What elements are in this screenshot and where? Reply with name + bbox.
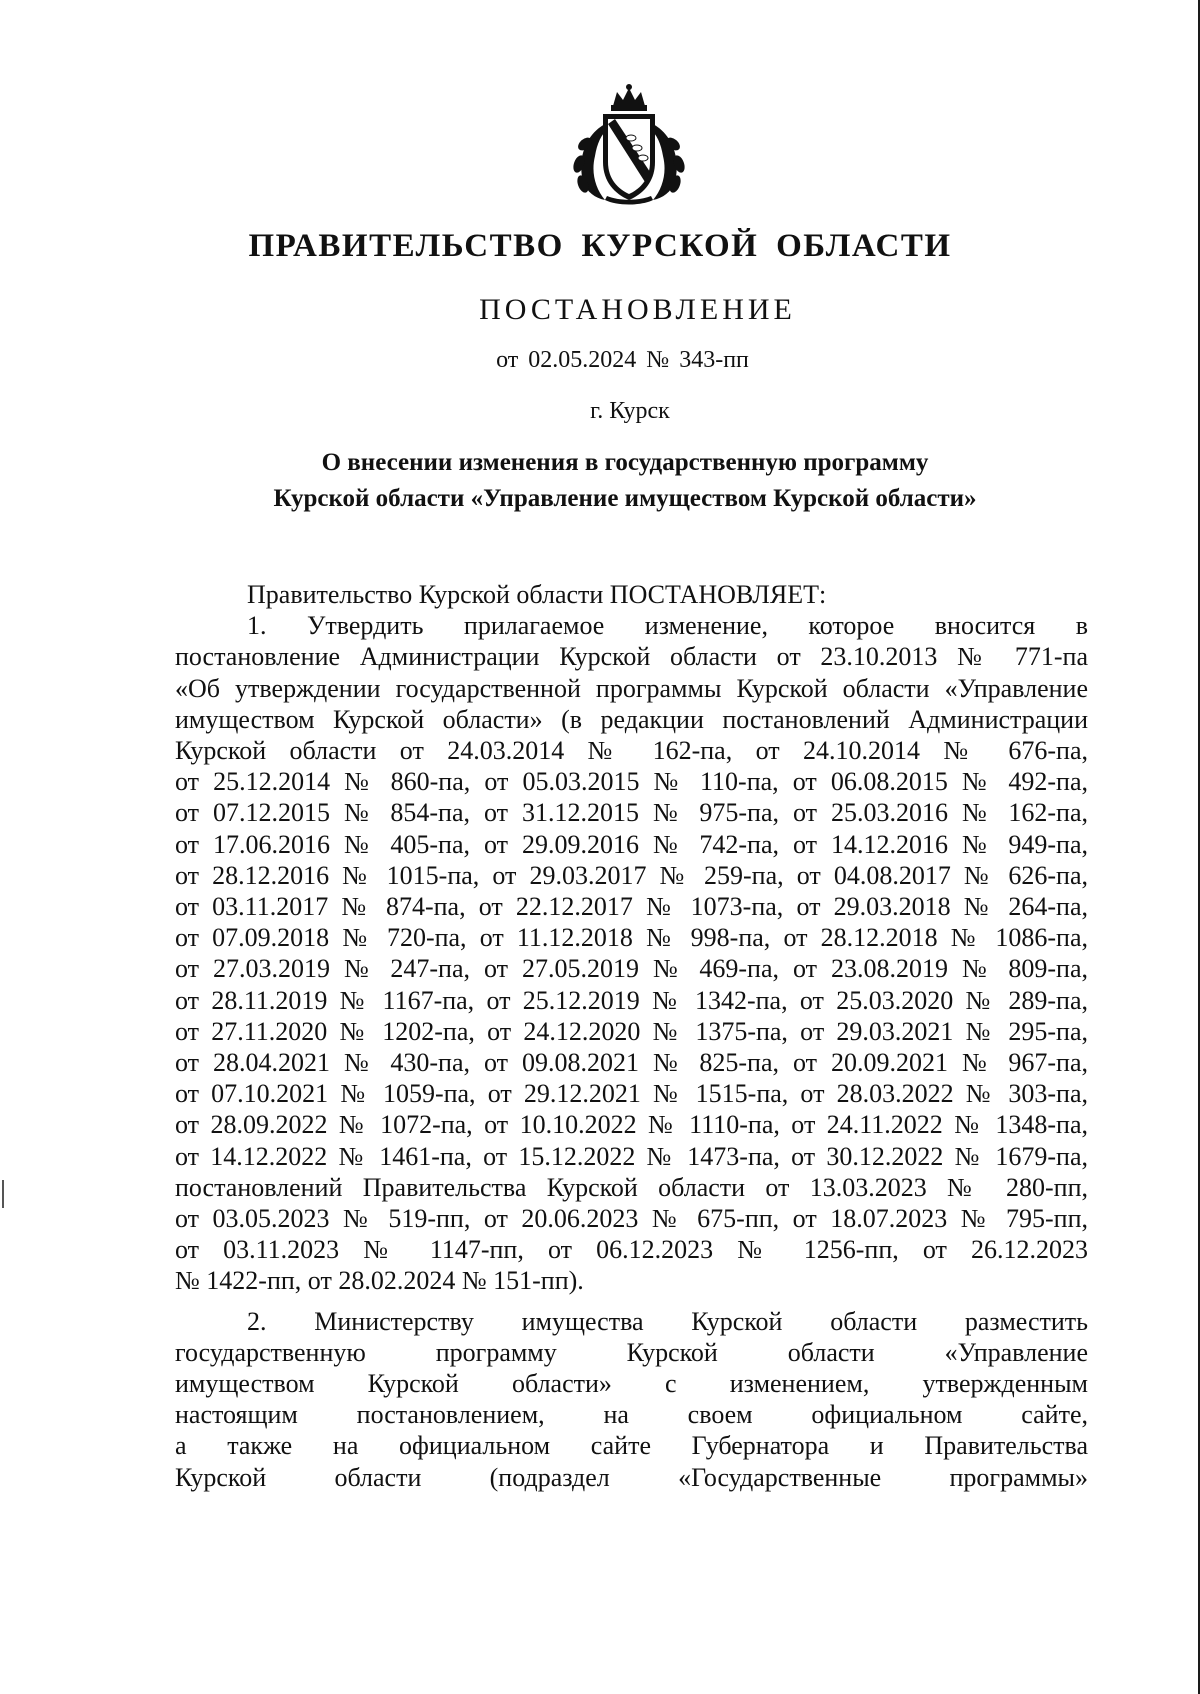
body-line: от 25.12.2014 № 860-па, от 05.03.2015 № 110-па, от 06.08.2015 № 492-па, xyxy=(175,767,1088,797)
coat-of-arms-icon xyxy=(565,84,693,208)
preamble-line: Правительство Курской области ПОСТАНОВЛЯЕТ: xyxy=(247,580,827,609)
body-line: настоящим постановлением, на своем официальном сайте, xyxy=(175,1400,1088,1430)
body-line: от 07.12.2015 № 854-па, от 31.12.2015 № 975-па, от 25.03.2016 № 162-па, xyxy=(175,798,1088,828)
document-type: ПОСТАНОВЛЕНИЕ xyxy=(479,293,796,326)
body-line: от 03.05.2023 № 519-пп, от 20.06.2023 № 675-пп, от 18.07.2023 № 795-пп, xyxy=(175,1204,1088,1234)
body-line: от 07.09.2018 № 720-па, от 11.12.2018 № 998-па, от 28.12.2018 № 1086-па, xyxy=(175,923,1088,953)
body-line: от 28.12.2016 № 1015-па, от 29.03.2017 № 259-па, от 04.08.2017 № 626-па, xyxy=(175,860,1088,890)
body-line: от 03.11.2023 № 1147-пп, от 06.12.2023 № 1256-пп, от 26.12.2023 xyxy=(175,1235,1088,1265)
body-line: Курской области (подраздел «Государственные программы» xyxy=(175,1462,1088,1492)
scan-edge-mark xyxy=(2,1180,4,1208)
body-line: имуществом Курской области» (в редакции постановлений Администрации xyxy=(175,704,1088,734)
decree-body xyxy=(175,579,1088,1493)
decree-number-date: от 02.05.2024 № 343-пп xyxy=(496,347,749,373)
body-line: государственную программу Курской области «Управление xyxy=(175,1337,1088,1367)
body-line: от 28.04.2021 № 430-па, от 09.08.2021 № 825-па, от 20.09.2021 № 967-па, xyxy=(175,1048,1088,1078)
subject-line: Курской области «Управление имуществом Курской области» xyxy=(273,485,977,512)
body-line: № 1422-пп, от 28.02.2024 № 151-пп). xyxy=(175,1266,584,1296)
body-line: 1. Утвердить прилагаемое изменение, которое вносится в xyxy=(247,611,1088,641)
body-line: от 27.03.2019 № 247-па, от 27.05.2019 № 469-па, от 23.08.2019 № 809-па, xyxy=(175,954,1088,984)
body-line: от 07.10.2021 № 1059-па, от 29.12.2021 № 1515-па, от 28.03.2022 № 303-па, xyxy=(175,1079,1088,1109)
government-title: ПРАВИТЕЛЬСТВО КУРСКОЙ ОБЛАСТИ xyxy=(248,228,952,264)
body-line: 2. Министерству имущества Курской области разместить xyxy=(247,1306,1088,1336)
body-line: постановлений Правительства Курской области от 13.03.2023 № 280-пп, xyxy=(175,1172,1088,1202)
body-line: Курской области от 24.03.2014 № 162-па, от 24.10.2014 № 676-па, xyxy=(175,736,1088,766)
body-line: имуществом Курской области» с изменением, утвержденным xyxy=(175,1369,1088,1399)
body-line: «Об утверждении государственной программы Курской области «Управление xyxy=(175,673,1088,703)
decree-subject xyxy=(175,445,1075,517)
body-line: а также на официальном сайте Губернатора и Правительства xyxy=(175,1431,1088,1461)
body-line: от 27.11.2020 № 1202-па, от 24.12.2020 № 1375-па, от 29.03.2021 № 295-па, xyxy=(175,1016,1088,1046)
body-line: постановление Администрации Курской области от 23.10.2013 № 771-па xyxy=(175,642,1088,672)
issue-city: г. Курск xyxy=(590,398,670,424)
body-line: от 28.11.2019 № 1167-па, от 25.12.2019 № 1342-па, от 25.03.2020 № 289-па, xyxy=(175,985,1088,1015)
body-line: от 03.11.2017 № 874-па, от 22.12.2017 № 1073-па, от 29.03.2018 № 264-па, xyxy=(175,892,1088,922)
subject-line: О внесении изменения в государственную программу xyxy=(321,449,929,476)
body-line: от 14.12.2022 № 1461-па, от 15.12.2022 № 1473-па, от 30.12.2022 № 1679-па, xyxy=(175,1141,1088,1171)
body-line: от 28.09.2022 № 1072-па, от 10.10.2022 № 1110-па, от 24.11.2022 № 1348-па, xyxy=(175,1110,1088,1140)
body-line: от 17.06.2016 № 405-па, от 29.09.2016 № 742-па, от 14.12.2016 № 949-па, xyxy=(175,829,1088,859)
